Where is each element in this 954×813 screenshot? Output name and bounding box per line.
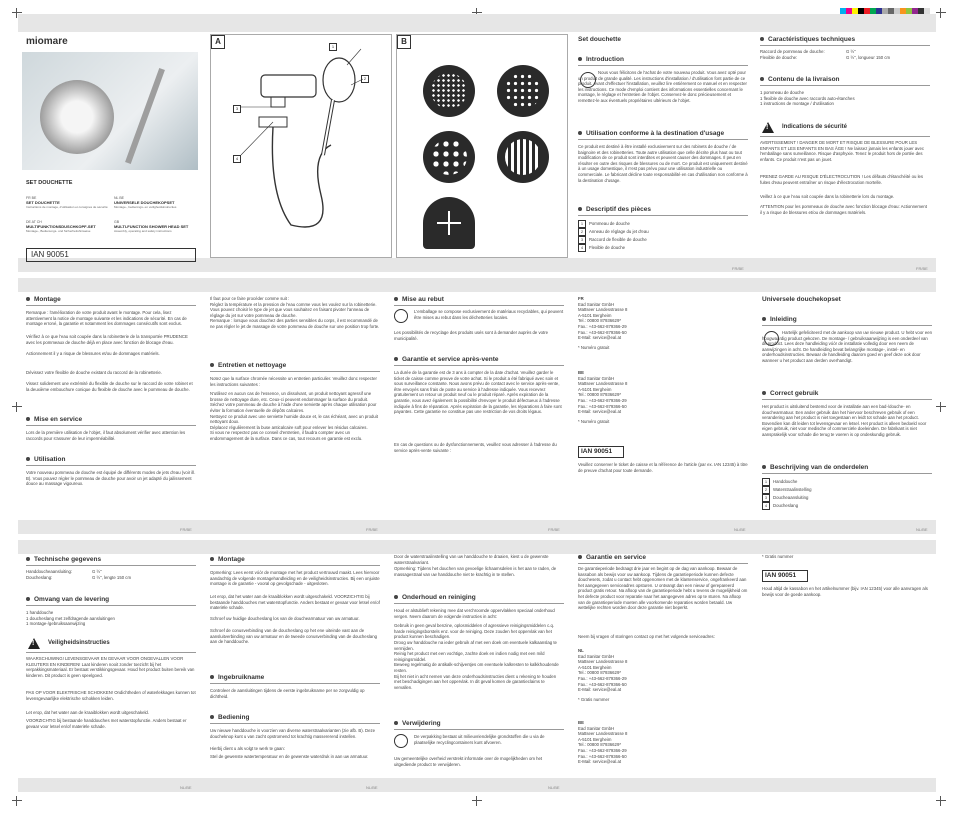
fr-rebut-text-2: Les possibilités de recyclage des produits usés sont à demander auprès de votre municipalité. (394, 330, 549, 341)
page-number: NL/BE (366, 785, 378, 790)
fr-entretien-page (208, 294, 384, 520)
nl-montage-page (208, 554, 384, 778)
nl-footnote: * Gratis nummer (762, 554, 794, 559)
fr-service-fr: FR Ead Sanitar GmbH Mattseer Landesstrasse 8 A-5101 Bergheim Tel.: 00800 87936629* Fax.: +43-662-879366-29 Fax.: +43-662-879366-50 E-Mail: service@eal.at * Numéro gratuit (578, 296, 628, 350)
fr-montage-remarque: Remarque : l'amélioration de votre produit avant le montage. Pour cela, lisez attentivement la notice de montage suivante et les indications de sécurité. En cas de montage erroné, la garantie et notamment les dommages consécutifs sont exclus. (26, 310, 187, 327)
fr-delivery-list: 1 pommeau de douche 1 flexible de douche avec raccords auto-étanches 1 instructions de montage / d'utilisation (760, 90, 855, 107)
fr-garantie-text-2: En cas de questions ou de dysfonctionnements, veuillez vous adresser à l'adresse du service après-vente suivante : (394, 442, 557, 453)
nl-service-nl: NL Ead Sanitar GmbH Mattseer Landesstrasse 8 A-5101 Bergheim Tel.: 00800 87936629* Fax.: +43-662-879366-29 Fax.: +43-662-879366-50 E-Mail: service@eal.at * Gratis nummer (578, 648, 628, 702)
fr-mise-text: Lors de la première utilisation de l'objet, il faut absolument vérifier avec attention les raccords pour s'assurer de leur imperméabilité. (26, 430, 186, 441)
nl-heading-verwijdering: Verwijdering (394, 720, 441, 727)
nl-tech-page (24, 554, 200, 778)
fr-safety-3: Veillez à ce que l'eau soit coupée dans la robinetterie lors du montage. (760, 194, 895, 199)
fr-service-page (576, 294, 752, 520)
diagram-b-label: B (397, 35, 411, 49)
nl-delivery-list: 1 handdouche 1 doucheslang met zelfdragende aansluitingen 1 montage-/gebruiksaanwijzing (26, 610, 115, 627)
fr-garantie-text: La durée de la garantie est de 3 ans à compter de la date d'achat. Veuillez garder le ticket de caisse comme preuve de votre achat. Si le produit a été fabriqué avec soin et sous surveillance constante. Nous avons prévu de contact avec le service après-vente, être envoyés sans frais de poste au service à l'adresse indiquée. Vous recevrez gratuitement un retour un produit neuf ou le produit réparé. Après expiration de la garantie, vous avez également la possibilité d'envoyer le produit défectueux à l'adresse indiquée à fins de réparation. Après expiration de la garantie, les réparations à faire sont payantes. Cette garantie ne constitue pas une restriction de vos droits légaux. (394, 370, 562, 415)
nl-garantie-page (576, 554, 752, 778)
spray-eco-icon (423, 197, 475, 249)
fr-heading-safety: Indications de sécurité (782, 124, 848, 130)
warning-icon (762, 122, 774, 133)
band-row2-top (18, 278, 936, 292)
fr-rebut-page (392, 294, 568, 520)
page-number: FR/BE (366, 527, 378, 532)
fr-tech-table: Raccord de pommeau de douche: G ½" Flexible de douche: G ½", longueur 150 cm (760, 49, 891, 60)
spray-massage-icon (497, 131, 549, 183)
fr-heading-tech: Caractéristiques techniques (760, 36, 855, 43)
diagram-a-page (210, 34, 392, 258)
fr-safety-4: ATTENTION pour les pommeaux de douche avec fonction blocage d'eau: Actionnement il y a risque de blessures et/ou de dommages matériels. (760, 204, 927, 215)
nl-heading-intro: Inleiding (762, 316, 797, 323)
nl-safety-3: Let erop, dat het water aan de kraaiblokken wordt uitgeschakeld. (26, 710, 150, 715)
nl-heading-safety: Veiligheidsinstructies (48, 640, 110, 646)
nl-tech-table: Handdoucheaansluiting: G ½" Doucheslang: G ½", lengte 150 cm (26, 569, 132, 580)
page-number: FR/BE (916, 266, 928, 271)
fr-use-text: Ce produit est destiné à être installé exclusivement sur des robinets de douche / de baignoire et des robinetteries. Toute autre utilisation que celle décrite plus haut ou tout modification de ce produit sont interdites et peuvent causer des dommages. Il peut en résulter en outre des risques de blessures ou de mort. Ce produit est uniquement destiné à un usage domestique, il n'est pas prévu pour une utilisation industrielle ou commerciale. Le fabricant décline toute responsabilité en cas d'utilisation non conforme à la destination d'usage. (578, 144, 748, 183)
fr-heading-rebut: Mise au rebut (394, 296, 444, 303)
page-number: FR/BE (180, 527, 192, 532)
fr-rebut-text: L'emballage se compose exclusivement de matériaux recyclables, qui peuvent être mises au rebut dans les déchetteries locales. (414, 309, 564, 320)
cover-ian-box: IAN 90051 (26, 248, 196, 262)
part-marker-4: 4 (233, 155, 241, 163)
nl-heading-parts: Beschrijving van de onderdelen (762, 464, 868, 471)
recycling-icon (394, 734, 408, 748)
product-photo (22, 52, 198, 170)
nl-safety-2: PAS OP VOOR ELEKTRISCHE SCHOKKEN! Ondichtheden of waterlekkages kunnen tot levensgevaarlijke elektrische schokken leiden. (26, 690, 196, 701)
band-row2-bottom (18, 520, 936, 534)
fr-heading-entretien: Entretien et nettoyage (210, 362, 286, 369)
nl-use-text: Het product is uitsluitend bestemd voor de installatie aan een bad-/douche- en douchearmatuur. Een ander gebruik dan het hiervoor beschreven gebruik of een verandering aan het product is niet toegestaan en leidt tot schade aan het product. Bovendien kan dit leiden tot levensgevaar en letsel. Het product is alleen bedoeld voor eigen gebruik, niet voor medische of commerciële doeleinden. De fabrikant is niet aansprakelijk voor schade die terug te voeren is op ondeskundig gebruik. (762, 404, 927, 437)
band-row3-top (18, 540, 936, 554)
fr-page-title: Set douchette (578, 36, 621, 43)
nl-heading-montage: Montage (210, 556, 245, 563)
nl-garantie-text: De garantieperiode bedraagt drie jaar en begint op de dag van aankoop. Bewaar de kassabon als bewijs voor uw aankoop. Tijdens de garantieperiode kunnen defecte douchesets, zodat u contact hebt opgenomen met de klantenservice, ongefrankeerd aan het aangegeven serviceadres opsturen. U ontvangt dan een nieuw of gerepareerd product gratis retour. Na afloop van de garantieperiode hebt u tevens de mogelijkheid om het defecte product voor reparatie naar het aangegeven adres op te sturen. Na afloop van de garantieperiode moeten alle voorkomende reparaties worden betaald. Uw wettelijke rechten worden door deze garantie niet beperkt. (578, 566, 748, 611)
fr-heading-garantie: Garantie et service après-vente (394, 356, 498, 363)
fr-tech-page (758, 34, 934, 256)
nl-heading-use: Correct gebruik (762, 390, 818, 397)
lang-block-nl: NL BE UNIVERSELE DOUCHEKOPSET Montage-, bedienings- en veiligheidsinstructies (114, 196, 177, 209)
nl-verwijdering-text-2: Uw gemeentelijke overheid verstrekt informatie over de mogelijkheden om het uitgediende product te verwijderen. (394, 756, 543, 767)
fr-heading-util: Utilisation (26, 456, 65, 463)
crop-mark (12, 402, 22, 412)
nl-montage-step-1: Let erop, dat het water aan de kraaiblokken wordt uitgeschakeld. VOORZICHTIG bij bestaande handdouches met waterstopfunctie. Anders bestaat er gevaar voor letsel en/of materiële schade. (210, 594, 380, 611)
page-number: NL/BE (180, 785, 192, 790)
nl-bediening-step: Stel de gewenste watertemperatuur en de gewenste waterdruk in aan uw armatuur. (210, 754, 369, 759)
page-number: NL/BE (734, 527, 746, 532)
nl-montage-opmerking: Opmerking: Lees eerst vóór de montage met het product vertrouwd maakt. Lees hiervoor aandachtig de volgende montagehandleiding en de veiligheidsinstructies. Bij een onjuiste montage is de garantie - vooral op gevolgschade - uitgesloten. (210, 570, 380, 587)
cover-page (18, 32, 202, 258)
fr-heading-intro: Introduction (578, 56, 624, 63)
crop-mark (936, 402, 946, 412)
fr-montage-page (24, 294, 200, 520)
page-number: FR/BE (732, 266, 744, 271)
nl-ian-page (760, 554, 934, 778)
fr-usage-steps: Il faut pour ce faire procéder comme suit : Réglez la température et la pression de l'eau comme vous les voulez sur la robinetterie. Vous pouvez choisir le type de jet que vous souhaitez en faisant pivoter l'anneau de réglage du jet sur votre pommeau de douche. Remarque : lorsque vous douchez des parties sensibles du corps, il est recommandé de ne pas régler le jet de massage de votre pommeau de douche sur une position trop forte. (210, 296, 380, 329)
part-marker-1: 1 (329, 43, 337, 51)
recycling-icon (394, 309, 408, 323)
nl-usage-step: Door de waterstraalinstelling van uw handdouche te draaien, kiest u de gewenste waterstraalvariant. (394, 554, 549, 565)
spray-soft-icon (497, 65, 549, 117)
fr-intro-page (576, 34, 750, 256)
fr-ian-box: IAN 90051 (578, 446, 624, 458)
crop-mark (472, 796, 482, 806)
fr-montage-step-1: Vérifiez à ce que l'eau soit coupée dans la robinetterie de la transportée PRUDENCE avec les pommeaux de douche déjà en place avec fonction de blocage d'eau. (26, 334, 188, 345)
nl-heading-ingebruik: Ingebruikname (210, 674, 264, 681)
nl-intro-page (760, 294, 934, 520)
nl-safety-1: WAARSCHUWING! LEVENSGEVAAR EN GEVAAR VOOR ONGEVALLEN VOOR KLEUTERS EN KINDEREN! Laat kinderen nooit zonder toezicht bij het verpakkingsmateriaal. Er bestaat verstikkingsgevaar. Houd het product buiten bereik van kinderen. Dit product is geen speelgoed. (26, 656, 195, 678)
spray-rain-icon (423, 65, 475, 117)
fr-montage-step-4: Vissez solidement une extrémité du flexible de douche sur le raccord de votre robinet et la deuxième embouchure conique du flexible de douche avec le pommeau de douche. (26, 381, 193, 392)
nl-onderhoud-list: Houd er alstublieft rekening mee dat verchroomde oppervlakken speciaal onderhoud vergen. Neem daarom de volgende instructies in acht: Gebruik in geen geval benzine, oplosmiddelen of agressieve reinigingsmiddelen c.q. harde reinigingsborstels enz. voor de reiniging. Deze zouden het oppervlak van het product kunnen beschadigen. Droog uw handdouche na ieder gebruik af met een doek om eventuele kalkaanslag te vermijden. Reinig het product met een vochtige, zachte doek en indien nodig met een mild reinigingsmiddel. Beweeg regelmatig de antikalk-schijventjes om eventuele kalkresten te kalkkhoudende resten. Bij het niet in acht nemen van deze onderhoudsinstructies dient u rekening te houden met beschadigingen aan het oppervlak. In dit geval komen de garantieclaims te vervallen. (394, 608, 559, 690)
page-number: FR/BE (548, 527, 560, 532)
nl-bediening-text-2: Hierbij dient u als volgt te werk te gaan: (210, 746, 285, 751)
fr-util-text: Votre nouveau pommeau de douche est équipé de différents modes de jets d'eau (voir ill. B). Vous pouvez régler le pommeau de douche pour avoir un jet adapté du jailissement douce au massage vigoureux. (26, 470, 196, 487)
fr-parts-list: 1 Pommeau de douche 2 Anneau de réglage du jet d'eau 3 Raccord de flexible de douche 4 Flexible de douche (578, 220, 748, 252)
fr-heading-use: Utilisation conforme à la destination d'usage (578, 130, 724, 137)
fr-intro-text: Nous vous félicitons de l'achat de votre nouveau produit. Vous avez opté pour un produit de grande qualité. Les instructions d'installation / d'utilisation font partie de ce produit. Avant d'effectuer l'installation, veuillez lire entièrement ce manuel et en respecter les instructions. Ce mode d'emploi contient des informations essentielles concernant le montage, le réglage et l'entretien de l'objet. Conservez-le donc précieusement et remettez-le aux éventuels propriétaires ultérieurs de l'objet. (578, 70, 747, 103)
fr-safety-1: AVERTISSEMENT ! DANGER DE MORT ET RISQUE DE BLESSURE POUR LES ENFANTS ET LES ENFANTS EN BAS ÂGE ! Ne laissez jamais les enfants jouer avec l'emballage sans surveillance. Risque d'asphyxie. Tenez le produit hors de portée des enfants. Ce produit n'est pas un jouet. (760, 140, 924, 162)
fr-montage-step-2: Actionnement il y a risque de blessures et/ou de dommages matériels. (26, 351, 160, 356)
nl-heading-tech: Technische gegevens (26, 556, 101, 563)
fr-entretien-list: Notez que la surface chromée nécessite un entretien particulier. Veuillez donc respecter les instructions suivantes : N'utilisez en aucun cas de l'essence, un dissolvant, un produit nettoyant agressif une brosse de nettoyage dure, etc. Ceux-ci peuvent endommager la surface du produit. Séchez votre pommeau de douche à l'aide d'une serviette après chaque utilisation pour éviter la formation éventuelle de dépôts calcaires. Nettoyez ce produit avec une serviette humide douce et, le cas échéant, avec un produit nettoyant doux. Déplacez régulièrement la buse anticalcaire soft pour enlever les résidus calcaires. Si vous ne respectez pas ce conseil d'entretien, il faudra compter avec un endommagement de la surface. Dans ce cas, tout recours en garantie est exclu. (210, 376, 378, 441)
nl-usage-opmerking: Opmerking: Tijdens het douchen van gevoelige lichaamsdelen is het aan te raden, de massagestraal van uw handdouche niet te krachtig in te stellen. (394, 566, 557, 577)
fr-safety-2: PRENEZ GARDE AU RISQUE D'ÉLECTROCUTION ! Les défauts d'étanchéité ou les fuites d'eau peuvent entraîner un risque d'électrocution mortelle. (760, 174, 924, 185)
band-row3-bottom (18, 778, 936, 792)
nl-bediening-text: Uw nieuwe handdouche is voorzien van diverse waterstraalvarianten (zie afb. B). Deze doucheknop kunt u van zacht opstromend tot krachtig massererend instellen. (210, 728, 376, 739)
brand-logo: miomare (26, 36, 68, 47)
crop-mark (936, 8, 946, 18)
page-number: NL/BE (548, 785, 560, 790)
diagram-a-drawing (211, 35, 391, 257)
fr-heading-mise: Mise en service (26, 416, 82, 423)
shower-hose-image (125, 68, 165, 164)
lang-block-gb: GB MULTI-FUNCTION SHOWER HEAD SET Assembly, operating and safety instructions (114, 220, 189, 233)
fr-heading-montage: Montage (26, 296, 61, 303)
shower-head-image (40, 80, 114, 154)
lang-block-fr: FR BE SET DOUCHETTE Instructions de montage, d'utilisation et consignes de sécurité (26, 196, 108, 209)
fr-heading-delivery: Contenu de la livraison (760, 76, 840, 83)
part-marker-2: 2 (361, 75, 369, 83)
nl-ian-note: Houd altijd de kassabon en het artikelnummer (bijv. IAN 12345) voor alle aanvragen als bewijs voor de goede aankoop. (762, 586, 928, 597)
diagram-a-label: A (211, 35, 225, 49)
nl-parts-list: 1 Handdouche 2 Waterstraalinstelling 3 Doucheaansluiting 4 Doucheslang (762, 478, 932, 510)
fr-montage-step-3: Dévissez votre flexible de douche existant du raccord de la robinetterie. (26, 370, 162, 375)
nl-page-title: Universele douchekopset (762, 296, 841, 303)
nl-ian-box: IAN 90051 (762, 570, 808, 582)
part-marker-3: 3 (233, 105, 241, 113)
page-number: NL/BE (916, 527, 928, 532)
spray-patterns (423, 65, 549, 249)
nl-heading-bediening: Bediening (210, 714, 249, 721)
top-band (18, 14, 936, 32)
nl-service-be: BE Ead Sanitar GmbH Mattseer Landesstrasse 8 A-5101 Bergheim Tel.: 00800 87936629* Fax.: +43-662-879366-29 Fax.: +43-662-879366-50 E-Mail: service@eal.at (578, 720, 628, 765)
nl-garantie-text-2: Neem bij vragen of storingen contact op met het volgende serviceadres: (578, 634, 715, 639)
nl-montage-step-3: Schroef de conusverbinding van de doucheslang op het ene uiteinde vast aan de aansluitverbinding van uw armatuur en de tweede conusverbinding van de doucheslang aan de handdouche. (210, 628, 377, 645)
nl-ingebruik-text: Controleer de aansluitingen tijdens de eerste ingebruikname per se zorgvuldig op dichtheid. (210, 688, 365, 699)
spray-jet-icon (423, 131, 475, 183)
lang-block-de: DE AT CH MULTIFUNKTIONSDUSCHKOPF-SET Montage-, Bedienungs- und Sicherheitshinweise (26, 220, 96, 233)
fr-heading-parts: Descriptif des pièces (578, 206, 651, 213)
cover-title: SET DOUCHETTE (26, 180, 73, 186)
nl-montage-step-2: Schroef uw huidige doucheslang los van de douchearmatuur van uw armatuur. (210, 616, 360, 621)
crop-mark (936, 796, 946, 806)
nl-heading-garantie: Garantie en service (578, 554, 646, 561)
nl-safety-4: VOORZICHTIG bij bestaande handdouches met waterstopfunctie. Anders bestaat er gevaar voor letsel en/of materiële schade. (26, 718, 187, 729)
crop-mark (12, 796, 22, 806)
fr-service-be: BE Ead Sanitar GmbH Mattseer Landesstrasse 8 A-5101 Bergheim Tel.: 00800 87936629* Fax.: +43-662-879366-29 Fax.: +43-662-879366-50 E-Mail: service@eal.at * Numéro gratuit (578, 370, 628, 424)
fr-ian-note: Veuillez conserver le ticket de caisse et la référence de l'article (par ex. IAN 12345) à titre de preuve d'achat pour toute demande. (578, 462, 748, 473)
nl-intro-text: Hartelijk gefeliciteerd met de aankoop van uw nieuwe product. U hebt voor een hoogwaardig product gekozen. De montage- / gebruiksaanwijzing is een onderdeel van dit product. Lees deze handleiding vóór de installatie volledig door een neem de aanwijzingen in acht. De handleiding bevat belangrijke montage-, instel- en onderhoudsinstructies. Bewaar de handleiding daarom goed en geef deze ook door wanneer u het product aan derden overhandigt. (762, 330, 933, 363)
nl-heading-onderhoud: Onderhoud en reiniging (394, 594, 476, 601)
nl-heading-delivery: Omvang van de levering (26, 596, 109, 603)
nl-onderhoud-page (392, 554, 568, 778)
nl-verwijdering-text: De verpakking bestaat uit milieuvriendelijke grondstoffen die u via de plaatselijke recyclingcontainers kunt afvoeren. (414, 734, 545, 745)
warning-icon (28, 638, 40, 649)
diagram-b-page (396, 34, 568, 258)
